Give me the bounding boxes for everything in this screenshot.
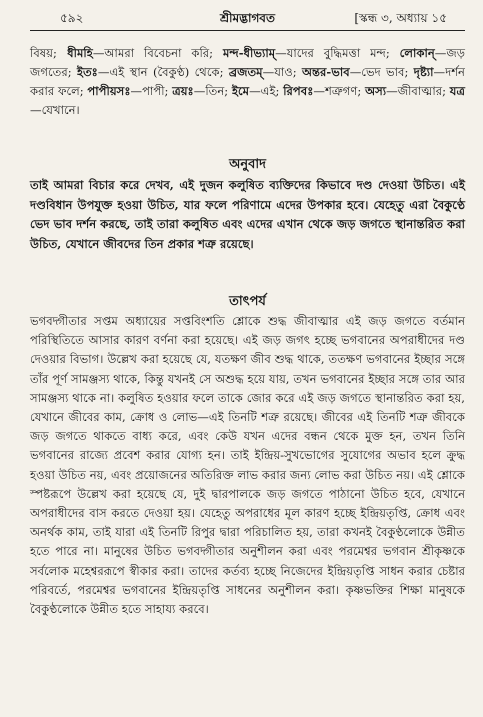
- synonym-word: ইমে: [231, 84, 250, 98]
- page-header: [30, 0, 465, 40]
- synonym-meaning: —জীবাত্মার;: [386, 84, 450, 98]
- synonym-word: অন্তর-ভাব: [302, 65, 350, 79]
- synonym-word: যত্র: [449, 84, 465, 98]
- synonym-meaning: —এই;: [249, 84, 284, 98]
- synonym-word: ধীমহি: [56, 46, 93, 60]
- synonym-word: ব্রজতম্: [228, 65, 263, 79]
- synonym-word: দৃষ্ট্যা: [413, 65, 434, 79]
- synonym-meaning: বিষয়;: [30, 46, 57, 60]
- synonym-word: পাপীয়সঃ: [87, 84, 131, 98]
- synonym-word: লোকান্: [399, 46, 435, 60]
- synonym-word: মন্দ-ধীভ্যাম্: [222, 46, 276, 60]
- synonym-meaning: —তিন;: [193, 84, 232, 98]
- purport-text: ভগবদ্গীতার সপ্তম অধ্যায়ের সপ্তবিংশতি শ্লোকে শুদ্ধ জীবাত্মার এই জড় জগতে বর্তমান পরিস্থিতিতে আসার কারণ বর্ণনা করা হয়েছে। এই জড় জগৎ হচ্ছে ভগবানের অপরাধীদের দণ্ড দেওয়ার বিভাগ। উল্লেখ করা হয়েছে যে, যতক্ষণ জীব শুদ্ধ থাকে, ততক্ষণ ভগবানের ইচ্ছার সঙ্গে তাঁর পূর্ণ সামঞ্জস্য থাকে, কিন্তু যখনই সে অশুদ্ধ হয়ে যায়, তখন ভগবানের ইচ্ছার সঙ্গে তার আর সামঞ্জস্য থাকে না। কলুষিত হওয়ার ফলে তাকে জোর করে এই জড় জগতে স্থানান্তরিত করা হয়, যেখানে জীবের কাম, ক্রোধ ও লোভ—এই তিনটি শত্রু রয়েছে। জীবের এই তিনটি শত্রু জীবকে জড় জগতে থাকতে বাধ্য করে, এবং কেউ যখন এদের বন্ধন থেকে মুক্ত হন, তখন তিনি ভগবানের রাজ্যে প্রবেশ করার যোগ্য হন। তাই ইন্দ্রিয়-সুখভোগের সুযোগের অভাব হলে ক্রুদ্ধ হওয়া উচিত নয়, এবং প্রয়োজনের অতিরিক্ত লাভ করার জন্য লোভ করা উচিত নয়। এই শ্লোকে স্পষ্টরূপে উল্লেখ করা হয়েছে যে, দুই দ্বারপালকে জড় জগতে পাঠানো উচিত হবে, যেখানে অপরাধীদের বাস করতে দেওয়া হয়। যেহেতু অপরাধের মূল কারণ হচ্ছে ইন্দ্রিয়তৃপ্তি, ক্রোধ এবং অনর্থক কাম, তাই যারা এই তিনটি রিপুর দ্বারা পরিচালিত হয়, তারা কখনই বৈকুণ্ঠলোকে উন্নীত হতে পারে না। মানুষের উচিত ভগবদ্গীতার অনুশীলন করা এবং পরমেশ্বর ভগবান শ্রীকৃষ্ণকে সর্বলোক মহেশ্বররূপে স্বীকার করা। তাদের কর্তব্য হচ্ছে নিজেদের ইন্দ্রিয়তৃপ্তি সাধন করার চেষ্টার পরিবর্তে, পরমেশ্বর ভগবানের ইন্দ্রিয়তৃপ্তি সাধনের অনুশীলন করা। কৃষ্ণভক্তির শিক্ষা মানুষকে বৈকুণ্ঠলোকে উন্নীত হতে সাহায্য করবে।: [30, 314, 465, 617]
- synonym-meaning: —যেখানে।: [30, 103, 80, 117]
- synonym-word: রিপবঃ: [283, 84, 314, 98]
- canto-chapter-label: [স্কন্ধ ৩, অধ্যায় ১৫: [354, 11, 447, 25]
- purport-heading: তাৎপর্য: [229, 294, 266, 309]
- synonym-meaning: —যাও;: [262, 65, 302, 79]
- synonym-word: ইতঃ: [76, 65, 98, 79]
- synonyms-paragraph: [30, 44, 465, 120]
- book-title: শ্রীমদ্ভাগবত: [219, 11, 275, 25]
- synonym-meaning: —শত্রুগণ;: [313, 84, 366, 98]
- synonym-meaning: —যাদের বুদ্ধিমত্তা মন্দ;: [275, 46, 400, 60]
- synonym-meaning: —আমরা বিবেচনা করি;: [92, 46, 223, 60]
- synonym-word: অস্য: [365, 84, 387, 98]
- page-number: ৫৯২: [60, 11, 84, 25]
- synonym-word: ত্রয়ঃ: [172, 84, 194, 98]
- header-divider: [30, 30, 465, 31]
- synonym-meaning: —এই স্থান (বৈকুণ্ঠ) থেকে;: [97, 65, 229, 79]
- synonym-meaning: —ভেদ ভাব;: [349, 65, 414, 79]
- translation-text: তাই আমরা বিচার করে দেখব, এই দুজন কলুষিত ব্যক্তিদের কিভাবে দণ্ড দেওয়া উচিত। এই দণ্ডবিধান উপযুক্ত হওয়া উচিত, যার ফলে পরিণামে এদের উপকার হবে। যেহেতু এরা বৈকুণ্ঠে ভেদ ভাব দর্শন করছে, তাই তারা কলুষিত এবং এদের এখান থেকে জড় জগতে স্থানান্তরিত করা উচিত, যেখানে জীবদের তিন প্রকার শত্রু রয়েছে।: [30, 178, 465, 251]
- synonym-meaning: —জড় জগতের;: [30, 46, 466, 79]
- synonym-meaning: —দর্শন করার ফলে;: [30, 65, 465, 98]
- synonym-meaning: —পাপী;: [130, 84, 173, 98]
- translation-heading: অনুবাদ: [229, 157, 266, 172]
